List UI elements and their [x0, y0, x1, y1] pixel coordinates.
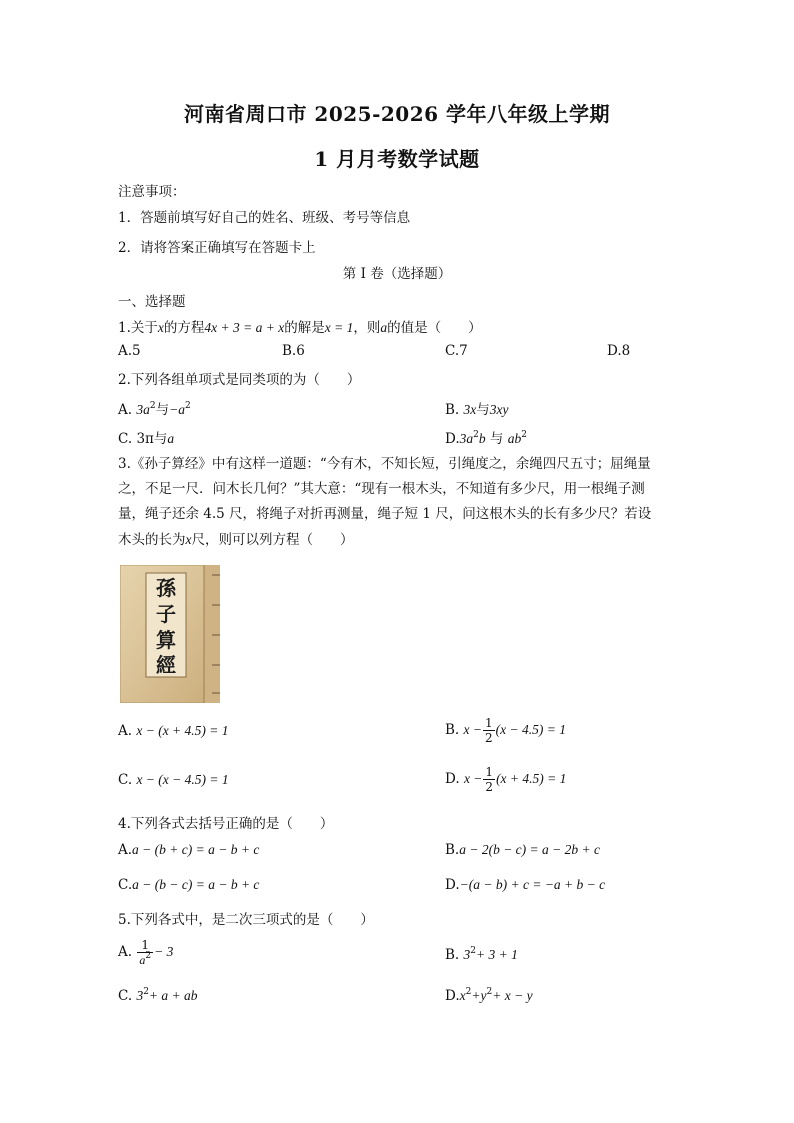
- question-3-option-b[interactable]: B. x − $\frac{1}{2}$ (x − 4.5) = 1: [445, 716, 566, 745]
- question-5-option-c[interactable]: C. $3^2+ a$ + ab: [118, 987, 198, 1004]
- question-4-option-b[interactable]: B.a − 2(b − c) = a − 2b + c: [445, 842, 600, 858]
- title-line-1: 河南省周口市 2025-2026 学年八年级上学期: [183, 102, 611, 126]
- question-5-option-d[interactable]: $D.x^2+y^2+ x - y$: [445, 987, 533, 1004]
- book-title-char-4: 經: [156, 653, 176, 677]
- question-4-option-c[interactable]: C.a − (b − c) = a − b + c: [118, 877, 260, 893]
- question-4-stem: 4.下列各式去括号正确的是（ ）: [118, 816, 334, 832]
- book-title-char-1: 孫: [156, 576, 176, 600]
- question-2-option-d[interactable]: $D.3a^2b$ 与 $ab^2$: [445, 430, 527, 447]
- question-4-option-a[interactable]: A.a − (b + c) = a − b + c: [118, 842, 260, 858]
- section-heading: 一、选择题: [118, 294, 186, 310]
- fraction: $\frac{1}{2}$: [485, 765, 494, 794]
- question-1-option-c[interactable]: C.7: [445, 343, 468, 359]
- question-1-option-b[interactable]: B.6: [282, 343, 305, 359]
- question-2-option-a[interactable]: A. $3a^2$与$-a^2$: [118, 401, 191, 418]
- question-3-option-a[interactable]: A. x − (x + 4.5) = 1: [118, 723, 229, 739]
- sunzi-suanjing-book-image: [120, 565, 220, 703]
- notice-heading: 注意事项：: [118, 184, 186, 200]
- part-title: 第 I 卷（选择题）: [342, 266, 452, 282]
- question-1-stem: 1.关于x的方程4x + 3 = a + x的解是x = 1，则a的值是（ ）: [118, 320, 482, 336]
- question-5-option-a[interactable]: A. $\frac{1}{a^2}$ − 3: [118, 938, 174, 967]
- notice-item-1: 1．答题前填写好自己的姓名、班级、考号等信息: [118, 210, 411, 226]
- fraction: $\frac{1}{a^2}$: [139, 938, 152, 967]
- question-3-stem: 3.《孙子算经》中有这样一道题：“今有木，不知长短，引绳度之，余绳四尺五寸；屈绳量 之，不足一尺．问木长几何？”其大意：“现有一根木头，不知道有多少尺，用一根绳子测 量，绳子还余 4.5 尺，将绳子对折再测量，绳子短 1 尺，问这根木头的长有多少尺？若设 木头的长为x尺，则可以列方程（ ）: [118, 456, 652, 548]
- book-title-char-3: 算: [156, 628, 176, 652]
- title-line-2: 1 月月考数学试题: [314, 147, 480, 171]
- book-title-char-2: 子: [156, 602, 176, 626]
- question-5-option-b[interactable]: B. $3^2+ 3 + 1$: [445, 946, 518, 963]
- question-4-option-d[interactable]: D.−(a − b) + c = −a + b − c: [445, 877, 606, 893]
- question-2-stem: 2.下列各组单项式是同类项的为（ ）: [118, 372, 361, 388]
- question-5-stem: 5.下列各式中，是二次三项式的是（ ）: [118, 912, 374, 928]
- question-2-option-b[interactable]: B. 3x与3xy: [445, 402, 509, 418]
- question-1-option-d[interactable]: D.8: [607, 343, 631, 359]
- question-1-option-a[interactable]: A.5: [118, 343, 141, 359]
- question-2-option-c[interactable]: C. 3π与a: [118, 431, 175, 447]
- fraction: $\frac{1}{2}$: [485, 716, 493, 745]
- question-3-option-d[interactable]: D. x − $\frac{1}{2}$ (x + 4.5) = 1: [445, 765, 567, 794]
- notice-item-2: 2．请将答案正确填写在答题卡上: [118, 240, 316, 256]
- question-3-option-c[interactable]: C. x − (x − 4.5) = 1: [118, 772, 229, 788]
